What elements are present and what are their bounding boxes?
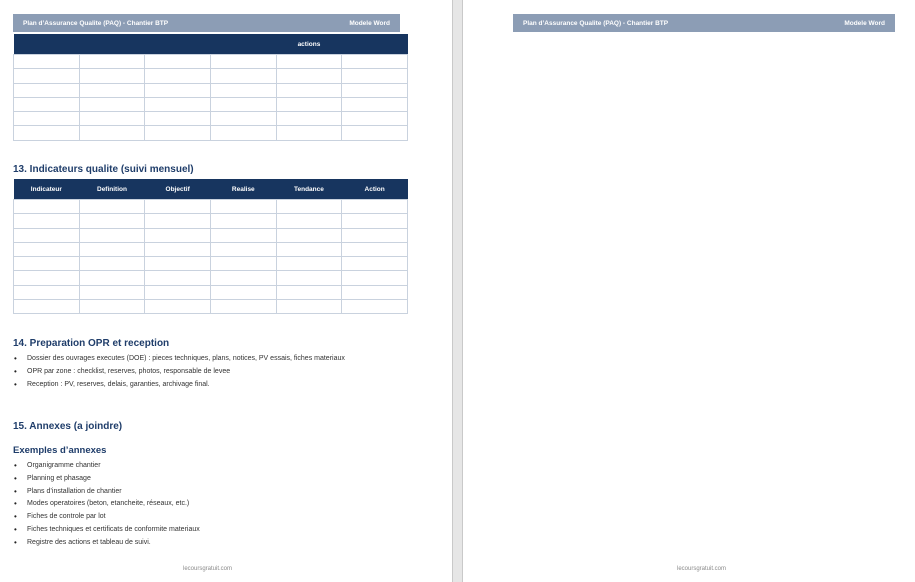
table-cell [14,112,80,126]
table-cell [342,285,408,299]
table-row [14,228,408,242]
table-cell [276,69,342,83]
section-15-title: 15. Annexes (a joindre) [13,421,123,432]
list-item: • Modes operatoires (beton, etancheite, réseaux, etc.) [13,498,200,511]
header-title: Plan d’Assurance Qualite (PAQ) - Chantier BTP [23,19,169,27]
table-cell [210,242,276,256]
table-header-cell [79,34,145,55]
header-label: Modele Word [349,19,390,27]
table-cell [276,200,342,214]
table-cell [14,285,80,299]
table-cell [145,126,211,140]
table-cell [14,97,80,111]
table-cell [210,257,276,271]
table-cell [342,55,408,69]
header-label: Modele Word [844,19,885,27]
actions-table [13,34,408,141]
table-header-cell [145,34,211,55]
table-cell [79,83,145,97]
table-cell [342,69,408,83]
list-item: • Fiches de controle par lot [13,511,200,524]
section-14-title: 14. Preparation OPR et reception [13,338,170,349]
table-cell [342,112,408,126]
table-cell [276,97,342,111]
table-cell [79,69,145,83]
table-header-cell [14,34,80,55]
section-15-subtitle: Exemples d’annexes [13,445,107,456]
table-cell [14,214,80,228]
table-cell [342,242,408,256]
table-cell [276,126,342,140]
table-header-cell [210,34,276,55]
table-cell [145,271,211,285]
table-cell [276,257,342,271]
list-item: • Registre des actions et tableau de suivi. [13,537,200,550]
table-header-cell: Definition [79,179,145,200]
table-cell [342,271,408,285]
table-cell [79,112,145,126]
table-cell [14,55,80,69]
table-header-cell: Tendance [276,179,342,200]
header-title: Plan d’Assurance Qualite (PAQ) - Chantier BTP [523,19,669,27]
table-cell [210,285,276,299]
table-cell [79,242,145,256]
table-cell [210,200,276,214]
table-cell [14,200,80,214]
table-cell [79,214,145,228]
table-cell [145,300,211,314]
table-row [14,242,408,256]
table-cell [14,83,80,97]
table-row [14,126,408,140]
section-13-title: 13. Indicateurs qualite (suivi mensuel) [13,164,194,175]
table-cell [145,242,211,256]
table-cell [276,271,342,285]
table-row [14,55,408,69]
table-cell [210,300,276,314]
table-cell [210,126,276,140]
section-15-list [13,460,200,550]
table-cell [210,271,276,285]
page-footer: lecoursgratuit.com [183,566,233,572]
table-cell [145,285,211,299]
table-row [14,300,408,314]
table-cell [342,228,408,242]
indicators-table [13,179,408,314]
table-cell [276,242,342,256]
table-header-cell: Realise [210,179,276,200]
page-header [513,14,895,32]
table-header-cell [342,34,408,55]
table-cell [79,300,145,314]
table-cell [210,97,276,111]
table-row [14,83,408,97]
table-cell [342,97,408,111]
table-cell [14,69,80,83]
table-cell [276,228,342,242]
table-cell [342,257,408,271]
page-gutter [452,0,463,582]
document-page-2 [463,0,915,582]
table-cell [14,257,80,271]
table-cell [79,285,145,299]
table-cell [79,97,145,111]
list-item: • OPR par zone : checklist, reserves, photos, responsable de levee [13,366,345,379]
table-cell [342,300,408,314]
list-item: • Plans d’installation de chantier [13,486,200,499]
table-row [14,97,408,111]
table-cell [14,126,80,140]
table-cell [79,228,145,242]
table-cell [342,200,408,214]
table-cell [79,126,145,140]
table-header-cell: actions [276,34,342,55]
table-cell [342,126,408,140]
table-row [14,69,408,83]
list-item: • Organigramme chantier [13,460,200,473]
table-row [14,271,408,285]
table-cell [145,228,211,242]
list-item: • Planning et phasage [13,473,200,486]
table-cell [210,83,276,97]
table-cell [210,55,276,69]
section-14-list [13,353,345,391]
table-cell [145,112,211,126]
table-row [14,200,408,214]
table-cell [79,55,145,69]
table-cell [210,69,276,83]
table-cell [276,55,342,69]
table-cell [276,83,342,97]
table-cell [14,242,80,256]
table-row [14,214,408,228]
table-cell [276,112,342,126]
list-item: • Dossier des ouvrages executes (DOE) : pieces techniques, plans, notices, PV essais, fiches materiaux [13,353,345,366]
table-cell [14,300,80,314]
table-cell [342,214,408,228]
list-item: • Fiches techniques et certificats de conformite materiaux [13,524,200,537]
table-cell [145,83,211,97]
table-cell [79,271,145,285]
table-cell [145,257,211,271]
table-header-cell: Indicateur [14,179,80,200]
table-cell [14,228,80,242]
table-cell [210,112,276,126]
table-header-cell: Objectif [145,179,211,200]
table-cell [145,55,211,69]
table-cell [14,271,80,285]
list-item: • Reception : PV, reserves, delais, garanties, archivage final. [13,379,345,392]
table-row [14,257,408,271]
table-cell [145,200,211,214]
table-header-cell: Action [342,179,408,200]
document-page-1 [0,0,452,582]
table-cell [276,214,342,228]
table-row [14,285,408,299]
table-cell [145,69,211,83]
table-cell [79,257,145,271]
table-cell [145,97,211,111]
table-cell [276,300,342,314]
page-footer: lecoursgratuit.com [677,566,727,572]
table-cell [210,228,276,242]
table-cell [79,200,145,214]
table-cell [276,285,342,299]
page-header [13,14,400,32]
table-cell [145,214,211,228]
table-row [14,112,408,126]
table-cell [342,83,408,97]
table-cell [210,214,276,228]
